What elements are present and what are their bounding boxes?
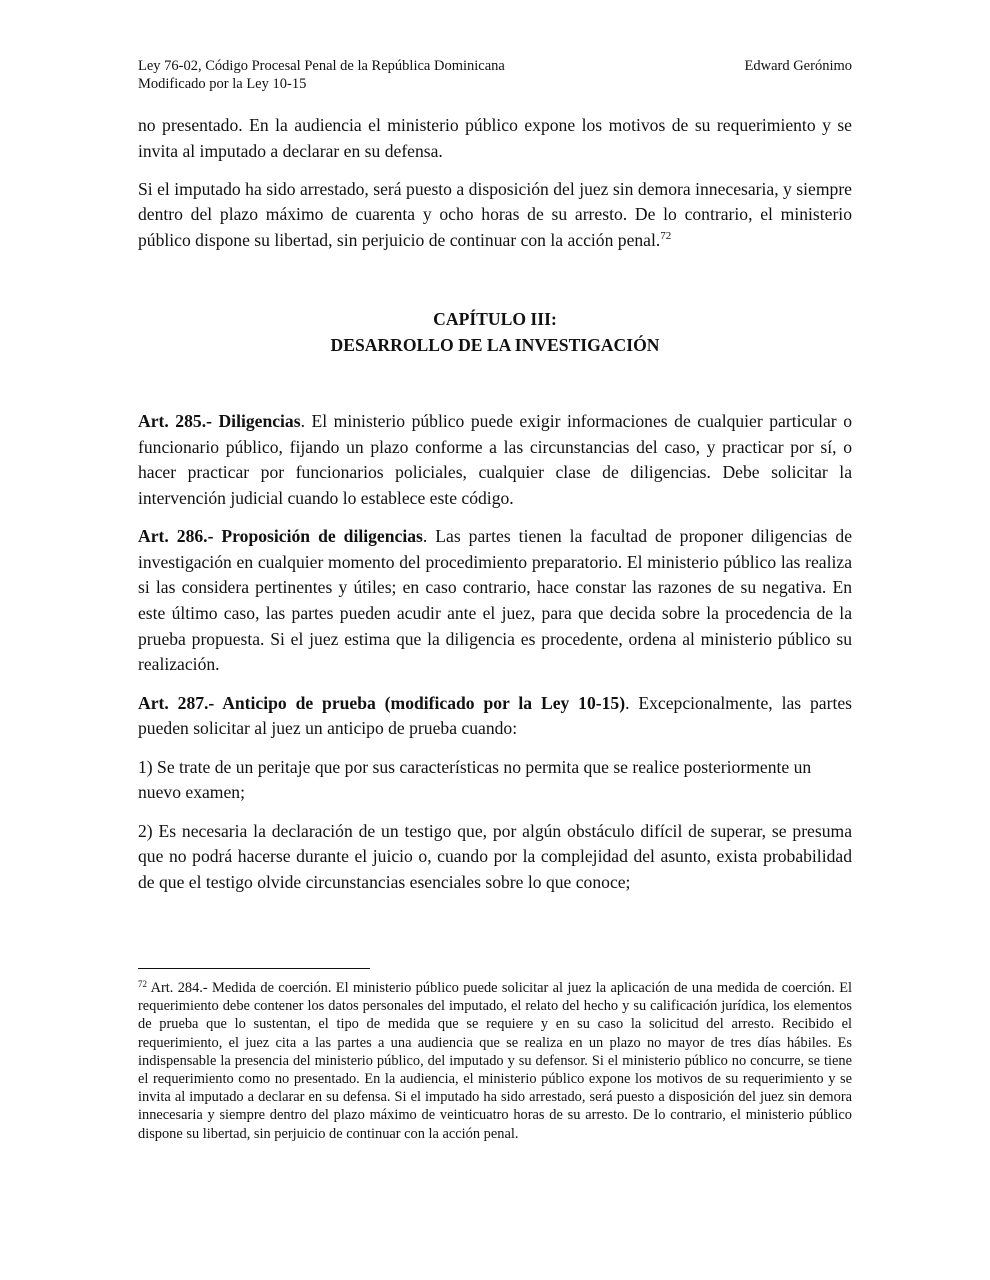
- article-285-text: . El ministerio público puede exigir informaciones de cualquier particular o funcionario público, fijando un plazo conforme a las circunstancias del caso, y practicar por sí, o hacer practicar por funcionarios policiales, cualquier clase de diligencias. Debe solicitar la intervención judicial cuando lo establece este código.: [138, 411, 852, 508]
- list-item-2: 2) Es necesaria la declaración de un testigo que, por algún obstáculo difícil de superar, se presuma que no podrá hacerse durante el juicio o, cuando por la complejidad del asunto, exista probabilidad de que el testigo olvide circunstancias esenciales sobre lo que conoce;: [138, 820, 852, 893]
- article-285: [138, 409, 852, 511]
- footnote-number: 72: [138, 979, 147, 989]
- chapter-title: DESARROLLO DE LA INVESTIGACIÓN: [330, 335, 660, 355]
- articles-section: [138, 409, 852, 909]
- intro-paragraph-2-text: Si el imputado ha sido arrestado, será puesto a disposición del juez sin demora innecesaria, y siempre dentro del plazo máximo de cuarenta y ocho horas de su arresto. De lo contrario, el ministerio público dispone su libertad, sin perjuicio de continuar con la acción penal.: [138, 178, 852, 250]
- article-286: [138, 524, 852, 678]
- article-287: [138, 691, 852, 742]
- header-title-line1: Ley 76-02, Código Procesal Penal de la República Dominicana: [138, 58, 505, 74]
- article-286-heading: Art. 286.- Proposición de diligencias: [138, 526, 423, 547]
- header-author: Edward Gerónimo: [744, 58, 852, 74]
- footnote-separator: [138, 968, 370, 969]
- intro-text: [138, 113, 852, 266]
- footnote-text: Art. 284.- Medida de coerción. El ministerio público puede solicitar al juez la aplicación de una medida de coerción. El requerimiento debe contener los datos personales del imputado, el relato del hecho y su calificación jurídica, los elementos de prueba que lo sustentan, el tipo de medida que se requiere y en su caso la solicitud del arresto. Recibido el requerimiento, el juez cita a las partes a una audiencia que se realiza en un plazo no mayor de tres días hábiles. Es indispensable la presencia del ministerio público, del imputado y su defensor. Si el ministerio público no concurre, se tiene el requerimiento como no presentado. En la audiencia, el ministerio público expone los motivos de su requerimiento y se invita al imputado a declarar en su defensa. Si el imputado ha sido arrestado, será puesto a disposición del juez sin demora innecesaria y siempre dentro del plazo máximo de veinticuatro horas de su arresto. De lo contrario, el ministerio público dispone su libertad, sin perjuicio de continuar con la acción penal.: [138, 980, 852, 1142]
- chapter-number: CAPÍTULO III:: [433, 309, 557, 329]
- intro-paragraph-2: [138, 177, 852, 254]
- chapter-heading: [138, 306, 852, 358]
- article-285-heading: Art. 285.- Diligencias: [138, 411, 301, 431]
- article-286-text: . Las partes tienen la facultad de proponer diligencias de investigación en cualquier momento del procedimiento preparatorio. El ministerio público las realiza si las considera pertinentes y útiles; en caso contrario, hace constar las razones de su negativa. En este último caso, las partes pueden acudir ante el juez, para que decida sobre la procedencia de la prueba propuesta. Si el juez estima que la diligencia es procedente, ordena al ministerio público su realización.: [138, 526, 852, 675]
- article-287-text: . Excepcionalmente, las partes pueden solicitar al juez un anticipo de prueba cuando:: [138, 692, 852, 739]
- footnote-72: [138, 979, 852, 1143]
- intro-paragraph-1: [138, 113, 852, 164]
- footnote-ref-72[interactable]: 72: [660, 229, 672, 242]
- list-item-1: 1) Se trate de un peritaje que por sus características no permita que se realice posteriormente un nuevo examen;: [138, 756, 812, 803]
- header-title-line2: Modificado por la Ley 10-15: [138, 76, 307, 92]
- running-header: [138, 57, 852, 93]
- intro-paragraph-1-text: no presentado. En la audiencia el ministerio público expone los motivos de su requerimiento y se invita al imputado a declarar en su defensa.: [138, 115, 852, 161]
- article-287-heading: Art. 287.- Anticipo de prueba (modificado por la Ley 10-15): [138, 692, 626, 713]
